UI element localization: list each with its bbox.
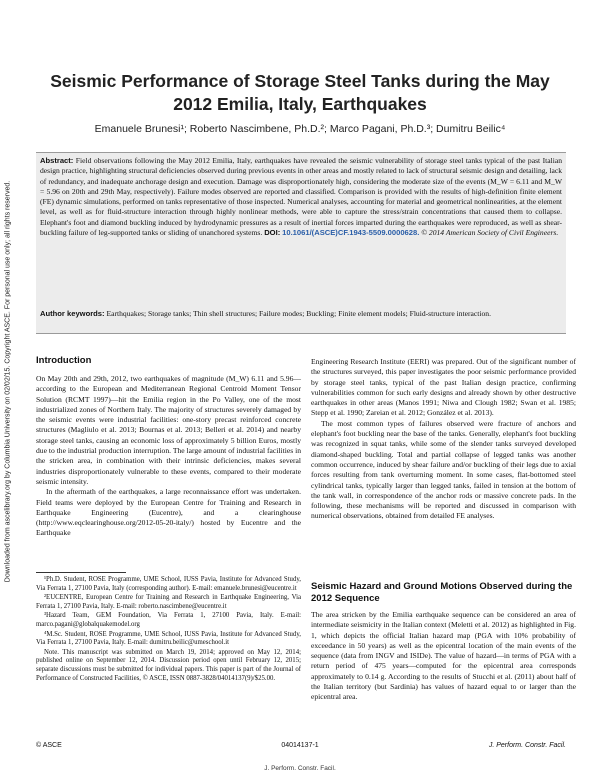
- footnote-1: ¹Ph.D. Student, ROSE Programme, UME School, IUSS Pavia, Institute for Advanced Study, Via Ferrata 1, 27100 Pavia, Italy (corresponding author). E-mail: emanuele.brunesi@eucentre.it: [36, 576, 301, 592]
- footnote-3: ³Hazard Team, GEM Foundation, Via Ferrata 1, 27100 Pavia, Italy. E-mail: marco.pagani@globalquakemodel.org: [36, 612, 301, 628]
- intro-paragraph-1: On May 20th and 29th, 2012, two earthquakes of magnitude (M_W) 6.11 and 5.96—according to the European and Mediterranean Regional Centroid Moment Tensor Solution (RCMT 1997)—hit the Emilia region in the Po Valley, one of the most industrialized zones of Northern Italy. The majority of structures severely damaged by the seismic events were industrial facilities: one-story precast reinforced concrete structures (Magliulo et al. 2013; Bournas et al. 2013; Belleri et al. 2014) and nearby storage steel tanks, causing an economic loss of approximately 5 billion Euros, mostly due to the industrial production interruption. The large amount of industrial facilities in the stricken area, in combination with their intrinsic deficiencies, makes several industries disproportionately vulnerable to these events, compared to their moderate seismic intensity.: [36, 374, 301, 486]
- footer-page-number: 04014137-1: [281, 742, 319, 749]
- download-notice-text: Downloaded from ascelibrary.org by Columbia University on 02/02/15. Copyright ASCE. For personal use only; all rights reserved.: [4, 180, 12, 583]
- paper-title: Seismic Performance of Storage Steel Tanks during the May 2012 Emilia, Italy, Earthquakes: [50, 71, 550, 114]
- footnote-4: ⁴M.Sc. Student, ROSE Programme, UME School, IUSS Pavia, Institute for Advanced Study, Via Ferrata 1, 27100 Pavia, Italy. E-mail: dumitru.beilic@umeschool.it: [36, 630, 301, 647]
- footer-journal: J. Perform. Constr. Facil.: [488, 742, 566, 749]
- keywords-text: Earthquakes; Storage tanks; Thin shell structures; Failure modes; Buckling; Finite element models; Fluid-structure interaction.: [106, 309, 492, 318]
- right-column-section-2: [311, 610, 576, 703]
- introduction-heading: Introduction: [36, 355, 92, 366]
- author-keywords: [40, 309, 562, 319]
- right-column: [311, 357, 576, 522]
- copyright-line: © 2014 American Society of Civil Engineers.: [421, 228, 559, 238]
- abstract: [40, 156, 562, 238]
- left-column: [36, 374, 301, 539]
- intro-paragraph-2: In the aftermath of the earthquakes, a large reconnaissance effort was undertaken. Field teams were deployed by the European Centre for Training and Research in Earthquake Engineering (Eucentre), and a clearinghouse (http://www.eqclearinghouse.org/2012-05-20-italy/) hosted by Eucentre and the Earthquake: [36, 487, 301, 538]
- hazard-paragraph: The area stricken by the Emilia earthquake sequence can be considered an area of intermediate seismicity in the Italian context (Meletti et al. 2012) as highlighted in Fig. 1, which depicts the official Italian hazard map (PGA with 10% probability of exceedance in 50 years) as well as the epicentral location of the main events of the sequence (data from INGV and ISIDe). The value of hazard—in terms of PGA with a return period of 475 years—computed for the epicentral area corresponds approximately to 0.14 g. According to the results of Stucchi et al. (2011) about half of the Italian territory (but Sardinia) has values of hazard equal to or larger than the epicentral area.: [311, 610, 576, 702]
- right-paragraph-2: The most common types of failures observed were fracture of anchors and elephant's foot buckling near the base of the tanks. Generally, elephant's foot buckling was recognized in squat tanks, while some of the slender tanks surveyed developed diamond-shaped buckling. Total and partial collapse of legged tanks was another common occurrence, induced by shear failure and/or buckling of their legs due to axial forces resulting from tank overturning moment. In some cases, flat-bottomed steel cylindrical tanks, typically larger than legged tanks, failed in tension at the bottom of the tank wall, in correspondence of the anchor rods or massive concrete pads. In the following, these mechanisms will be reported and discussed in comparison with numerical observations, obtained from detailed FE analyses.: [311, 418, 576, 521]
- footnote-note: Note. This manuscript was submitted on March 19, 2014; approved on May 12, 2014; published online on September 12, 2014. Discussion period open until February 12, 2015; separate discussions must be submitted for individual papers. This paper is part of the Journal of Performance of Constructed Facilities, © ASCE, ISSN 0887-3828/04014137(9)/$25.00.: [36, 648, 301, 682]
- keywords-label: Author keywords:: [40, 309, 105, 318]
- abstract-label: Abstract:: [40, 156, 74, 165]
- right-paragraph-1: Engineering Research Institute (EERI) was prepared. Out of the significant number of the structures surveyed, this paper investigates the poor seismic performance provided by storage steel tanks, typical of the past Italian design practice, confirming vulnerabilities common for such early designs and already shown by other destructive earthquakes in other areas (Manos 1991; Niwa and Clough 1982; Swan et al. 1985; Stepp et al. 1990; Zareian et al. 2012; González et al. 2013).: [311, 357, 576, 418]
- seismic-hazard-heading: Seismic Hazard and Ground Motions Observed during the 2012 Sequence: [311, 581, 573, 604]
- footer-copyright: © ASCE: [36, 742, 62, 749]
- doi-label: DOI:: [264, 228, 281, 238]
- download-notice: [2, 150, 16, 620]
- footnote-2: ²EUCENTRE, European Centre for Training and Research in Earthquake Engineering, Via Ferrata 1, 27100 Pavia, Italy. E-mail: roberto.nascimbene@eucentre.it: [36, 594, 301, 610]
- footnote-rule: [36, 572, 126, 573]
- abstract-text: Field observations following the May 2012 Emilia, Italy, earthquakes have revealed the seismic vulnerability of storage steel tanks typical of the past Italian design practice, highlighting structural deficiencies observed during previous events in other areas and mostly related to lack of structural seismic design and detailing, lack of redundancy, and inadequate anchorage design and execution. Damage was disproportionately high, considering the moderate size of the events (M_W = 6.11 and M_W = 5.96 on 20th and 29th May, respectively). Failure modes observed are reported and classified. Comparison is provided with the results of high-definition finite element (FE) dynamic simulations, performed on tanks representative of those inspected. Numerical analyses, accounting for material and geometrical nonlinearities, at the element level, as well as for fluid-structure interaction through highly nonlinear methods, were able to capture the stress/strain concentrations that caused them to collapse. Elephant's foot and diamond buckling induced by hydrodynamic pressures as a result of inertial forces imparted during the earthquakes were reproduced, as well as shear-buckling failure of leg-supported tanks or sliding of unanchored systems.: [40, 156, 562, 238]
- footnotes: [36, 576, 301, 684]
- doi-link[interactable]: 10.1061/(ASCE)CF.1943-5509.0000628.: [282, 228, 420, 238]
- bottom-journal-line: J. Perform. Constr. Facil.: [264, 765, 336, 772]
- author-list: Emanuele Brunesi¹; Roberto Nascimbene, Ph.D.²; Marco Pagani, Ph.D.³; Dumitru Beilic⁴: [94, 123, 506, 135]
